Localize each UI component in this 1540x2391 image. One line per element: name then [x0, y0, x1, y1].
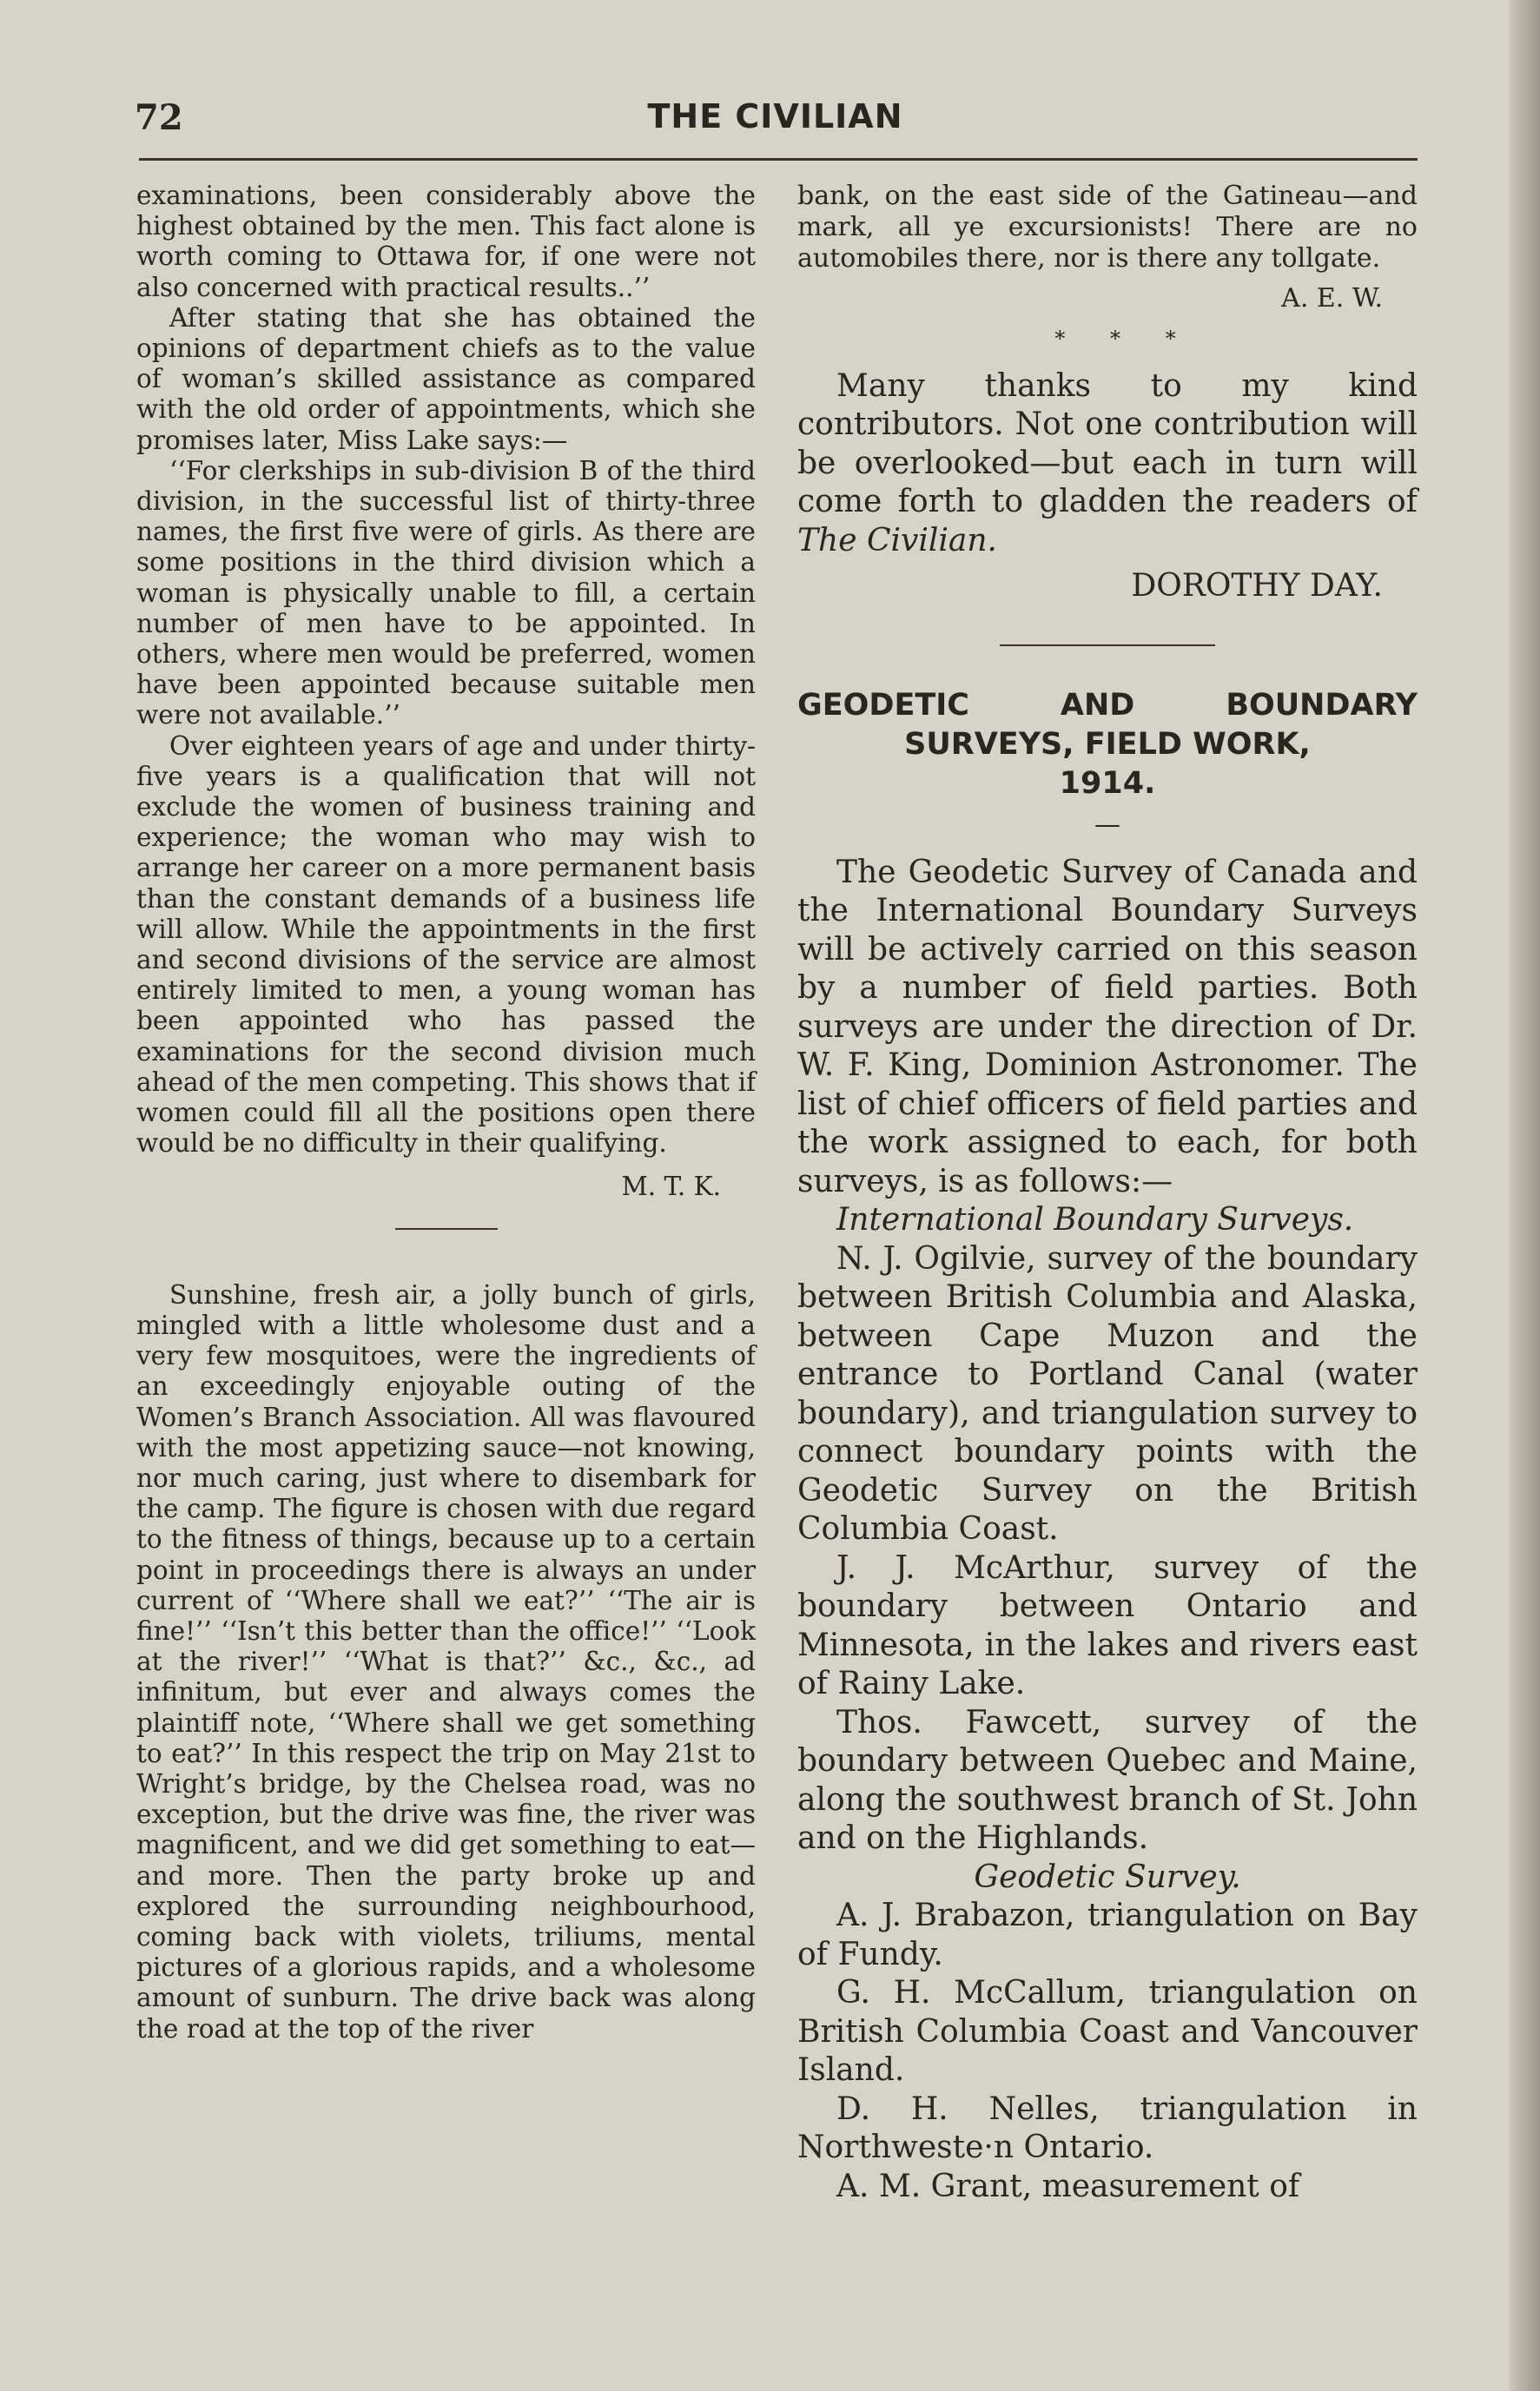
left-column: [136, 181, 756, 2044]
running-title: THE CIVILIAN: [647, 97, 903, 135]
list-item: G. H. McCallum, triangulation on British Columbia Coast and Vancouver Island.: [797, 1975, 1418, 2088]
list-item: J. J. McArthur, survey of the boundary between Ontario and Minnesota, in the lakes and rivers east of Rainy Lake.: [797, 1549, 1418, 1701]
page-number: 72: [135, 97, 183, 138]
article-paragraph: Sunshine, fresh air, a jolly bunch of girls, mingled with a little wholesome dust and a very few mosquitoes, were the ingredients of an exceedingly enjoyable outing of the Women’s Branch Association. All was flavoured with the most appetizing sauce—not knowing, nor much caring, just where to disembark for the camp. The figure is chosen with due regard to the fitness of things, because up to a certain point in proceedings there is always an under current of ‘‘Where shall we eat?’’ ‘‘The air is fine!’’ ‘‘Isn’t this better than the office!’’ ‘‘Look at the river!’’ ‘‘What is that?’’ &c., &c., ad infinitum, but ever and always comes the plaintiff note, ‘‘Where shall we get something to eat?’’ In this respect the trip on May 21st to Wright’s bridge, by the Chelsea road, was no exception, but the drive was fine, the river was magnificent, and we did get something to eat—and more. Then the party broke up and explored the surrounding neighbourhood, coming back with violets, triliums, mental pictures of a glorious rapids, and a wholesome amount of sunburn. The drive back was along the road at the top of the river: [136, 1279, 756, 2044]
article-headline-line: SURVEYS, FIELD WORK,: [904, 726, 1311, 762]
list-item: N. J. Ogilvie, survey of the boundary between British Columbia and Alaska, between Cape Muzon and the entrance to Portland Canal (water boundary), and triangulation survey to connect boundary points with the Geodetic Survey on the British Columbia Coast.: [797, 1240, 1418, 1547]
article-paragraph: The Geodetic Survey of Canada and the International Boundary Surveys will be actively carried on this season by a number of field parties. Both surveys are under the direction of Dr. W. F. King, Dominion Astronomer. The list of chief officers of field parties and the work assigned to each, for both surveys, is as follows:—: [797, 854, 1418, 1199]
subheading: Geodetic Survey.: [974, 1859, 1241, 1895]
list-item: A. J. Brabazon, triangulation on Bay of Fundy.: [797, 1898, 1418, 1972]
header-rule: [139, 158, 1418, 161]
thanks-text: Many thanks to my kind contributors. Not one contribution will be overlooked—but each in turn will come forth to gladden the readers of: [797, 367, 1418, 519]
article-headline-line: 1914.: [1059, 765, 1156, 801]
editor-signature: DOROTHY DAY.: [1131, 568, 1383, 604]
article-paragraph: examinations, been considerably above the highest obtained by the men. This fact alone is worth coming to Ottawa for, if one were not also concerned with practical results..’’: [136, 181, 756, 302]
subheading: International Boundary Surveys.: [836, 1202, 1354, 1238]
section-divider: [1000, 644, 1215, 646]
author-signature: M. T. K.: [621, 1171, 721, 1201]
article-paragraph: Over eighteen years of age and under thirty-five years is a qualification that will not exclude the women of business training and experience; the woman who may wish to arrange her career on a more permanent basis than the constant demands of a business life will allow. While the appointments in the first and second divisions of the service are almost entirely limited to men, a young woman has been appointed who has passed the examinations for the second division much ahead of the men competing. This shows that if women could fill all the positions open there would be no difficulty in their qualifying.: [136, 730, 756, 1159]
page-spine-edge: [1509, 0, 1540, 2391]
section-divider: [395, 1228, 498, 1230]
publication-name: The Civilian.: [797, 522, 997, 558]
list-item: Thos. Fawcett, survey of the boundary between Quebec and Maine, along the southwest branch of St. John and on the Highlands.: [797, 1704, 1418, 1856]
author-signature: A. E. W.: [1281, 283, 1383, 314]
headline-dash: —: [1094, 809, 1120, 840]
thanks-paragraph: [797, 367, 1418, 561]
list-item: D. H. Nelles, triangulation in Northweste·n Ontario.: [797, 2090, 1418, 2165]
right-column: [797, 181, 1418, 2206]
article-paragraph: After stating that she has obtained the opinions of department chiefs as to the value of woman’s skilled assistance as compared with the old order of appointments, which she promises later, Miss Lake says:—: [136, 302, 756, 455]
article-paragraph: ‘‘For clerkships in sub-division B of the third division, in the successful list of thirty-three names, the first five were of girls. As there are some positions in the third division which a woman is physically unable to fill, a certain number of men have to be appointed. In others, where men would be preferred, women have been appointed because suitable men were not available.’’: [136, 455, 756, 730]
asterisk-separator: * * *: [1054, 327, 1195, 351]
page-header: [135, 97, 1416, 141]
list-item: A. M. Grant, measurement of: [836, 2168, 1300, 2204]
article-continuation: bank, on the east side of the Gatineau—and mark, all ye excursionists! There are no automobiles there, nor is there any tollgate.: [797, 181, 1418, 274]
article-headline-line: GEODETIC AND BOUNDARY: [797, 687, 1418, 723]
